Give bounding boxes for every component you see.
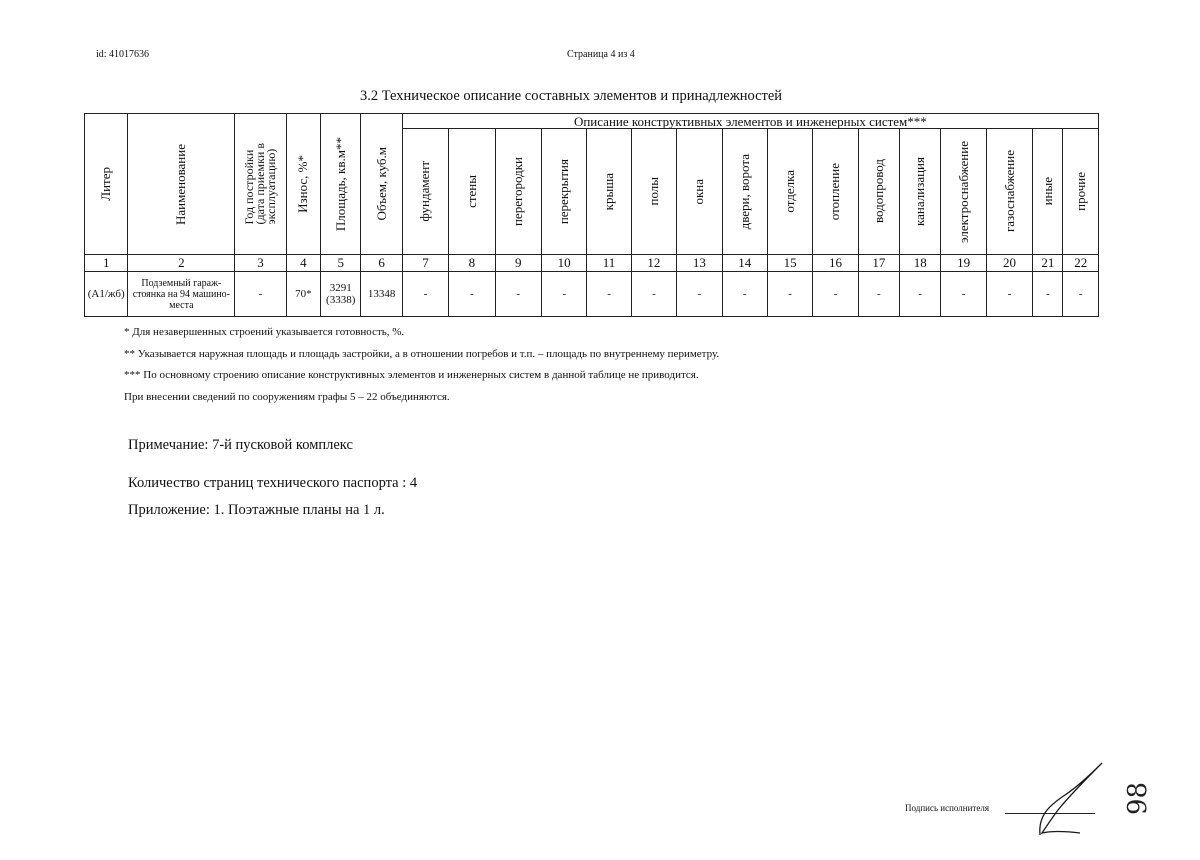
cell-element: - — [858, 272, 899, 317]
column-number: 14 — [722, 255, 767, 272]
footnotes — [124, 322, 719, 408]
col-header-element: фундамент — [402, 129, 448, 255]
col-header-element: иные — [1033, 129, 1063, 255]
col-header-element: газоснабжение — [986, 129, 1032, 255]
column-number: 10 — [541, 255, 586, 272]
footnote: При внесении сведений по сооружениям графы 5 – 22 объединяются. — [124, 390, 450, 403]
column-number: 17 — [858, 255, 899, 272]
col-header-volume: Объем, куб.м — [361, 114, 402, 255]
col-header-element: перекрытия — [541, 129, 586, 255]
column-number: 22 — [1063, 255, 1099, 272]
cell-element: - — [767, 272, 812, 317]
col-header-wear: Износ, %* — [286, 114, 320, 255]
cell-wear: 70* — [286, 272, 320, 317]
document-id: id: 41017636 — [96, 49, 150, 60]
column-number: 2 — [128, 255, 235, 272]
col-header-element: окна — [677, 129, 722, 255]
column-number: 9 — [495, 255, 541, 272]
section-title: 3.2 Техническое описание составных элементов и принадлежностей — [360, 88, 783, 104]
cell-area: 3291 (3338) — [321, 272, 361, 317]
column-number-row — [85, 255, 1099, 272]
cell-element: - — [986, 272, 1032, 317]
technical-description-table — [84, 113, 1099, 317]
footnote: *** По основному строению описание конструктивных элементов и инженерных систем в данной таблице не приводится. — [124, 369, 699, 381]
col-header-element: крыша — [587, 129, 631, 255]
column-number: 4 — [286, 255, 320, 272]
svg-text:98: 98 — [1123, 781, 1153, 815]
col-header-element: стены — [449, 129, 495, 255]
cell-element: - — [495, 272, 541, 317]
handwritten-page-mark-icon — [1113, 760, 1153, 840]
cell-element: - — [722, 272, 767, 317]
cell-year: - — [235, 272, 286, 317]
col-header-element: перегородки — [495, 129, 541, 255]
cell-element: - — [941, 272, 986, 317]
col-header-element: полы — [631, 129, 676, 255]
column-number: 12 — [631, 255, 676, 272]
cell-element: - — [1033, 272, 1063, 317]
footnote: * Для незавершенных строений указывается готовность, %. — [124, 326, 405, 338]
cell-element: - — [541, 272, 586, 317]
column-number: 5 — [321, 255, 361, 272]
cell-element: - — [449, 272, 495, 317]
column-number: 13 — [677, 255, 722, 272]
signature-icon — [1010, 755, 1110, 845]
appendix: Приложение: 1. Поэтажные планы на 1 л. — [128, 502, 385, 518]
col-header-element: канализация — [900, 129, 941, 255]
col-header-element: водопровод — [858, 129, 899, 255]
cell-element: - — [587, 272, 631, 317]
table-row — [85, 272, 1099, 317]
col-header-area: Площадь, кв.м** — [321, 114, 361, 255]
col-header-element: отопление — [813, 129, 858, 255]
pages-count: Количество страниц технического паспорта : 4 — [128, 475, 418, 491]
cell-element: - — [1063, 272, 1099, 317]
col-header-liter: Литер — [85, 114, 128, 255]
cell-element: - — [813, 272, 858, 317]
column-number: 19 — [941, 255, 986, 272]
group-header: Описание конструктивных элементов и инженерных систем*** — [402, 114, 1098, 129]
cell-element: - — [677, 272, 722, 317]
cell-name: Подземный гараж-стоянка на 94 машино-места — [128, 272, 235, 317]
signature-label: Подпись исполнителя — [905, 803, 989, 813]
footnote: ** Указывается наружная площадь и площадь застройки, а в отношении погребов и т.п. – площадь по внутреннему периметру. — [124, 347, 720, 360]
column-number: 20 — [986, 255, 1032, 272]
cell-element: - — [402, 272, 448, 317]
column-number: 1 — [85, 255, 128, 272]
cell-element: - — [900, 272, 941, 317]
column-number: 18 — [900, 255, 941, 272]
column-number: 8 — [449, 255, 495, 272]
col-header-element: двери, ворота — [722, 129, 767, 255]
cell-liter: (А1/жб) — [85, 272, 128, 317]
col-header-name: Наименование — [128, 114, 235, 255]
cell-element: - — [631, 272, 676, 317]
column-number: 21 — [1033, 255, 1063, 272]
page-number: Страница 4 из 4 — [567, 49, 635, 60]
column-number: 16 — [813, 255, 858, 272]
col-header-element: прочие — [1063, 129, 1099, 255]
column-number: 7 — [402, 255, 448, 272]
col-header-element: электроснабжение — [941, 129, 986, 255]
column-number: 3 — [235, 255, 286, 272]
cell-volume: 13348 — [361, 272, 402, 317]
column-number: 15 — [767, 255, 812, 272]
note: Примечание: 7-й пусковой комплекс — [128, 437, 353, 453]
col-header-year: Год постройки (дата приемки в эксплуатацию) — [235, 114, 286, 255]
column-number: 11 — [587, 255, 631, 272]
column-number: 6 — [361, 255, 402, 272]
col-header-element: отделка — [767, 129, 812, 255]
